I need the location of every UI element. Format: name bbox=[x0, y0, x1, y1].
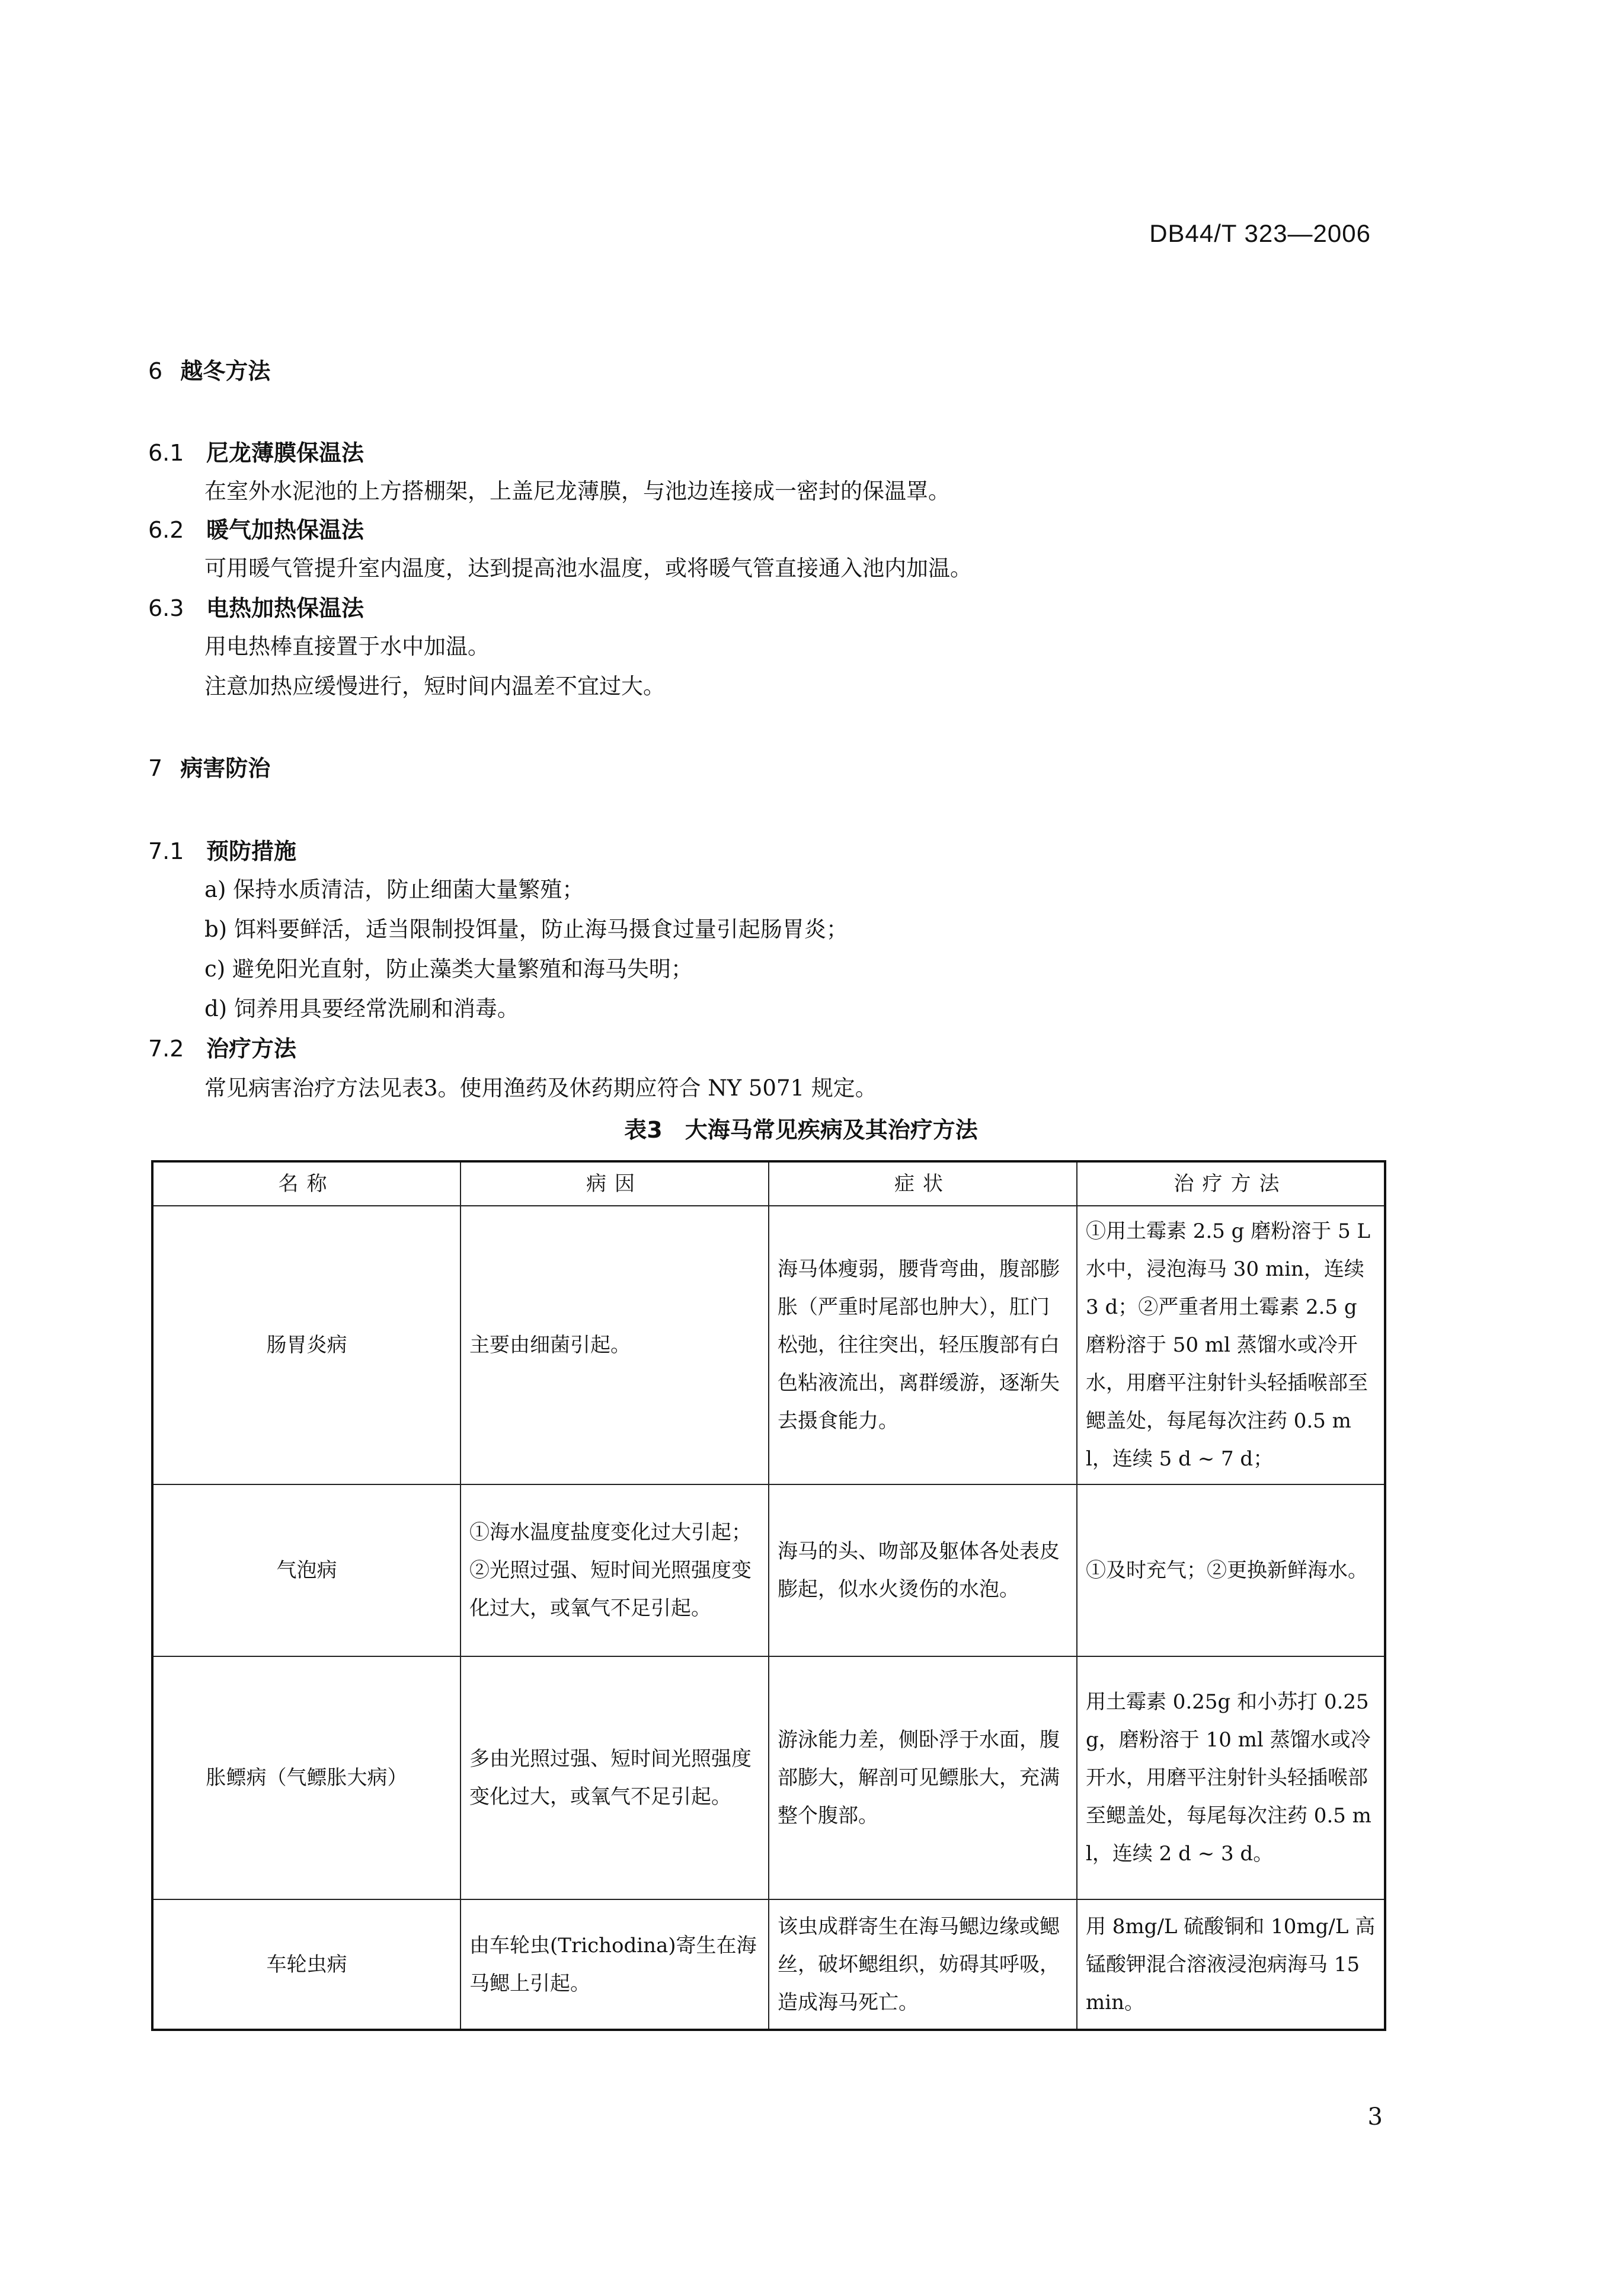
row-treatment: 用 8mg/L 硫酸铜和 10mg/L 高锰酸钾混合溶液浸泡病海马 15 min。 bbox=[1077, 1899, 1385, 2030]
subsection-6-1-heading bbox=[148, 435, 364, 467]
subsection-7-2-number: 7.2 bbox=[148, 1036, 184, 1062]
row-cause: 多由光照过强、短时间光照强度变化过大，或氧气不足引起。 bbox=[461, 1656, 769, 1899]
paragraph-6-2: 可用暖气管提升室内温度，达到提高池水温度，或将暖气管直接通入池内加温。 bbox=[204, 555, 972, 581]
row-treatment: 用土霉素 0.25g 和小苏打 0.25g，磨粉溶于 10 ml 蒸馏水或冷开水，用磨平注射针头轻插喉部至鳃盖处，每尾每次注药 0.5 ml，连续 2 d ~ 3 d。 bbox=[1077, 1656, 1385, 1899]
table-row bbox=[152, 1484, 1385, 1656]
prevention-item-d: d) 饲养用具要经常洗刷和消毒。 bbox=[204, 996, 519, 1021]
header-name: 名称 bbox=[152, 1161, 461, 1206]
table-row bbox=[152, 1656, 1385, 1899]
row-treatment: ①用土霉素 2.5 g 磨粉溶于 5 L 水中，浸泡海马 30 min，连续 3 d；②严重者用土霉素 2.5 g 磨粉溶于 50 ml 蒸馏水或冷开水，用磨平注射针头轻插喉部至鳃盖处，每尾每次注药 0.5 ml，连续 5 d ~ 7 d； bbox=[1077, 1206, 1385, 1484]
table-row bbox=[152, 1899, 1385, 2030]
row-symptom: 海马体瘦弱，腰背弯曲，腹部膨胀（严重时尾部也肿大），肛门松弛，往往突出，轻压腹部有白色粘液流出，离群缓游，逐渐失去摄食能力。 bbox=[769, 1206, 1077, 1484]
section-6-heading bbox=[148, 353, 270, 385]
header-cause: 病因 bbox=[461, 1161, 769, 1206]
subsection-6-1-number: 6.1 bbox=[148, 440, 184, 466]
disease-table bbox=[151, 1160, 1386, 2031]
section-7-title: 病害防治 bbox=[180, 755, 271, 781]
header-treatment: 治疗方法 bbox=[1077, 1161, 1385, 1206]
section-6-title: 越冬方法 bbox=[180, 358, 271, 384]
row-disease-name: 胀鳔病（气鳔胀大病） bbox=[152, 1656, 461, 1899]
section-7-number: 7 bbox=[148, 755, 163, 781]
prevention-item-b: b) 饵料要鲜活，适当限制投饵量，防止海马摄食过量引起肠胃炎； bbox=[204, 917, 848, 942]
page-number: 3 bbox=[1367, 2103, 1383, 2131]
row-symptom: 游泳能力差，侧卧浮于水面，腹部膨大，解剖可见鳔胀大，充满整个腹部。 bbox=[769, 1656, 1077, 1899]
row-cause: 主要由细菌引起。 bbox=[461, 1206, 769, 1484]
row-disease-name: 肠胃炎病 bbox=[152, 1206, 461, 1484]
subsection-7-2-heading bbox=[148, 1030, 296, 1063]
table-title: 表3 大海马常见疾病及其治疗方法 bbox=[624, 1117, 978, 1143]
prevention-item-a: a) 保持水质清洁，防止细菌大量繁殖； bbox=[204, 877, 584, 902]
paragraph-6-3-line-2: 注意加热应缓慢进行，短时间内温差不宜过大。 bbox=[204, 673, 665, 699]
subsection-6-3-number: 6.3 bbox=[148, 595, 184, 621]
subsection-6-1-title: 尼龙薄膜保温法 bbox=[206, 440, 364, 466]
table-row bbox=[152, 1206, 1385, 1484]
row-disease-name: 气泡病 bbox=[152, 1484, 461, 1656]
row-symptom: 该虫成群寄生在海马鳃边缘或鳃丝，破坏鳃组织，妨碍其呼吸，造成海马死亡。 bbox=[769, 1899, 1077, 2030]
subsection-7-1-title: 预防措施 bbox=[206, 838, 297, 864]
row-treatment: ①及时充气；②更换新鲜海水。 bbox=[1077, 1484, 1385, 1656]
prevention-item-c: c) 避免阳光直射，防止藻类大量繁殖和海马失明； bbox=[204, 956, 693, 982]
subsection-7-1-heading bbox=[148, 833, 296, 866]
subsection-6-2-heading bbox=[148, 512, 364, 544]
row-disease-name: 车轮虫病 bbox=[152, 1899, 461, 2030]
table-header-row bbox=[152, 1161, 1385, 1206]
subsection-7-1-number: 7.1 bbox=[148, 838, 184, 864]
row-cause: ①海水温度盐度变化过大引起；②光照过强、短时间光照强度变化过大，或氧气不足引起。 bbox=[461, 1484, 769, 1656]
subsection-6-3-title: 电热加热保温法 bbox=[206, 595, 364, 621]
row-cause: 由车轮虫(Trichodina)寄生在海马鳃上引起。 bbox=[461, 1899, 769, 2030]
section-6-number: 6 bbox=[148, 358, 163, 384]
paragraph-6-3-line-1: 用电热棒直接置于水中加温。 bbox=[204, 634, 490, 659]
row-symptom: 海马的头、吻部及躯体各处表皮膨起，似水火烫伤的水泡。 bbox=[769, 1484, 1077, 1656]
section-7-heading bbox=[148, 750, 270, 783]
header-symptom: 症状 bbox=[769, 1161, 1077, 1206]
document-code: DB44/T 323—2006 bbox=[1149, 219, 1371, 247]
paragraph-7-2: 常见病害治疗方法见表3。使用渔药及休药期应符合 NY 5071 规定。 bbox=[204, 1075, 877, 1101]
subsection-7-2-title: 治疗方法 bbox=[206, 1036, 297, 1062]
paragraph-6-1: 在室外水泥池的上方搭棚架，上盖尼龙薄膜，与池边连接成一密封的保温罩。 bbox=[204, 478, 950, 504]
subsection-6-2-number: 6.2 bbox=[148, 517, 184, 543]
subsection-6-3-heading bbox=[148, 590, 364, 622]
subsection-6-2-title: 暖气加热保温法 bbox=[206, 517, 364, 543]
